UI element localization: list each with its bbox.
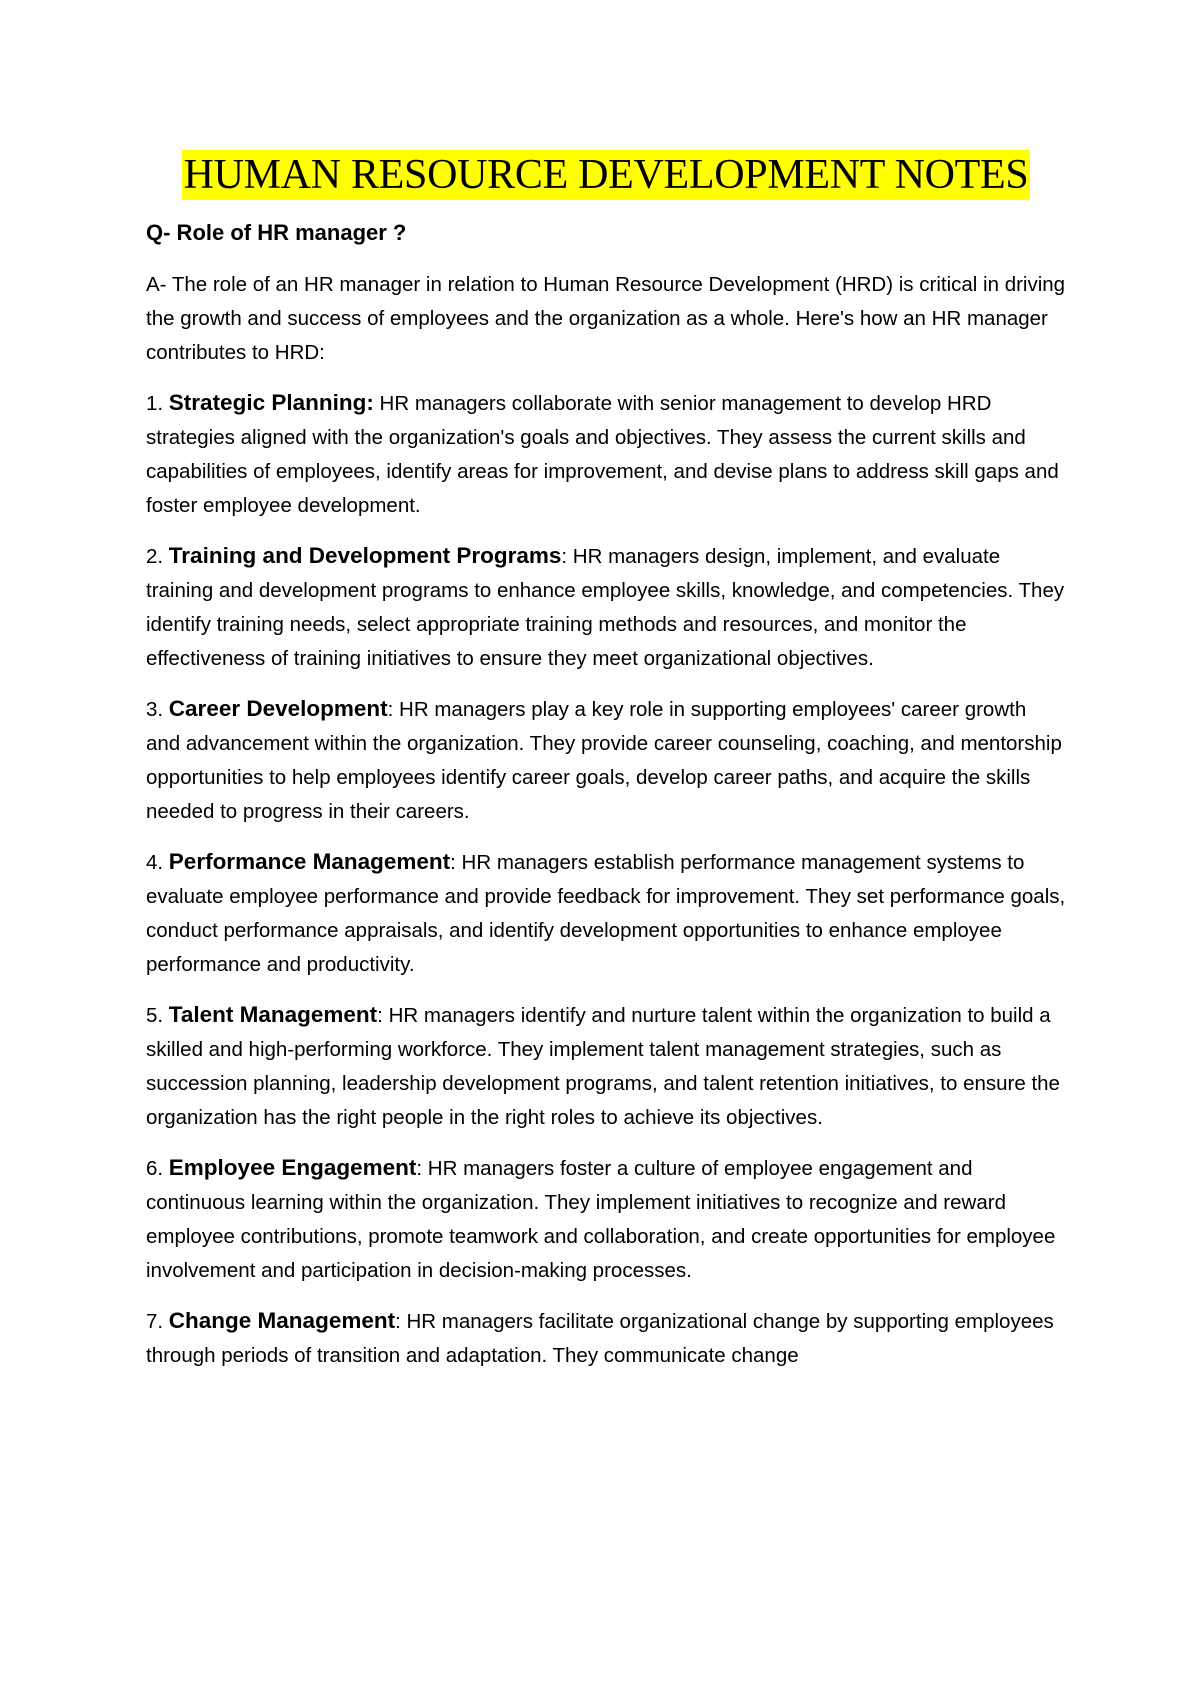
point-separator: : <box>395 1310 407 1333</box>
point-training-development <box>146 539 1066 676</box>
point-heading: Career Development <box>168 696 388 721</box>
point-talent-management <box>146 998 1066 1135</box>
point-body: HR managers foster a culture of employee engagement and continuous learning within the organization. They implement initiatives to recognize and reward employee contributions, promote teamwork and collaboration, and create opportunities for employee involvement and participation in decision-making processes. <box>146 1157 1056 1282</box>
point-heading: Performance Management <box>168 849 451 874</box>
point-heading: Employee Engagement <box>168 1155 417 1180</box>
document-title: HUMAN RESOURCE DEVELOPMENT NOTES <box>183 152 1029 198</box>
point-strategic-planning <box>146 386 1066 523</box>
point-employee-engagement <box>146 1151 1066 1288</box>
point-number: 7. <box>146 1310 169 1333</box>
point-separator: : <box>416 1157 428 1180</box>
document-content <box>146 150 1066 1389</box>
point-body: HR managers identify and nurture talent within the organization to build a skilled and high-performing workforce. They implement talent management strategies, such as succession planning, leadership development programs, and talent retention initiatives, to ensure the organization has the right people in the right roles to achieve its objectives. <box>146 1004 1060 1129</box>
point-number: 1. <box>146 392 169 415</box>
point-number: 3. <box>146 698 169 721</box>
point-separator: : <box>377 1004 389 1027</box>
point-heading: Strategic Planning: <box>168 390 374 415</box>
answer-intro: A- The role of an HR manager in relation to Human Resource Development (HRD) is critical in driving the growth and success of employees and the organization as a whole. Here's how an HR manager contributes to HRD: <box>146 273 1066 364</box>
point-separator: : <box>561 545 573 568</box>
point-number: 2. <box>146 545 169 568</box>
point-separator: : <box>387 698 400 721</box>
point-number: 4. <box>146 851 169 874</box>
point-career-development <box>146 692 1066 829</box>
point-body: HR managers establish performance management systems to evaluate employee performance and provide feedback for improvement. They set performance goals, conduct performance appraisals, and identify development opportunities to enhance employee performance and productivity. <box>146 851 1066 976</box>
point-heading: Training and Development Programs <box>168 543 562 568</box>
point-number: 6. <box>146 1157 169 1180</box>
point-number: 5. <box>146 1004 169 1027</box>
point-body: HR managers facilitate organizational change by supporting employees through periods of transition and adaptation. They communicate change <box>146 1310 1054 1367</box>
point-body: HR managers collaborate with senior management to develop HRD strategies aligned with the organization's goals and objectives. They assess the current skills and capabilities of employees, identify areas for improvement, and devise plans to address skill gaps and foster employee development. <box>146 392 1059 517</box>
point-heading: Talent Management <box>168 1002 378 1027</box>
point-change-management <box>146 1304 1066 1373</box>
point-performance-management <box>146 845 1066 982</box>
point-body: HR managers design, implement, and evaluate training and development programs to enhance employee skills, knowledge, and competencies. They identify training needs, select appropriate training methods and resources, and monitor the effectiveness of training initiatives to ensure they meet organizational objectives. <box>146 545 1065 670</box>
question-line: Q- Role of HR manager ? <box>146 220 407 245</box>
point-heading: Change Management <box>168 1308 396 1333</box>
point-separator: : <box>450 851 462 874</box>
point-body: HR managers play a key role in supporting employees' career growth and advancement within the organization. They provide career counseling, coaching, and mentorship opportunities to help employees identify career goals, develop career paths, and acquire the skills needed to progress in their careers. <box>146 698 1062 823</box>
title-block <box>146 150 1066 200</box>
